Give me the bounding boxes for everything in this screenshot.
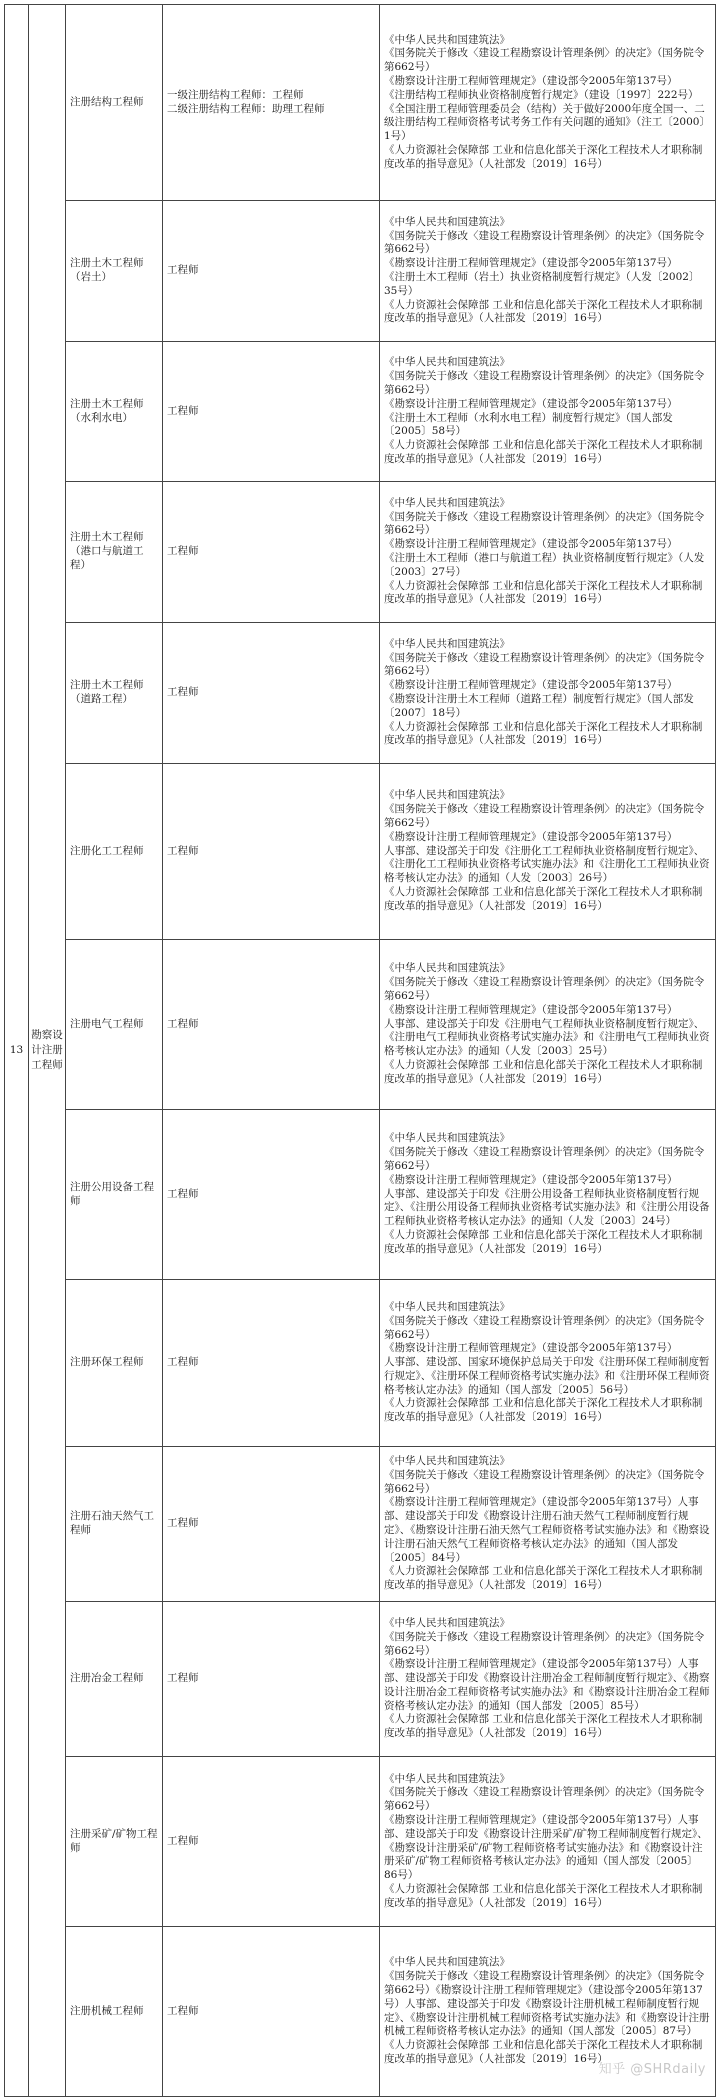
title-level-cell bbox=[163, 5, 380, 201]
title-level-line: 工程师 bbox=[167, 1672, 199, 1685]
legal-basis-item: 《人力资源社会保障部 工业和信息化部关于深化工程技术人才职称制度改革的指导意见》（人社部发〔2019〕16号） bbox=[384, 579, 703, 606]
legal-basis-item: 《注册土木工程师（岩土）执业资格制度暂行规定》（人发〔2002〕35号） bbox=[384, 271, 700, 297]
certificate-name-cell: 注册化工工程师 bbox=[66, 764, 163, 940]
title-level-cell bbox=[163, 482, 380, 623]
legal-basis-item: 《人力资源社会保障部 工业和信息化部关于深化工程技术人才职称制度改革的指导意见》（人社部发〔2019〕16号） bbox=[384, 1397, 703, 1424]
certificate-name-cell: 注册土木工程师（水利水电） bbox=[66, 342, 163, 482]
legal-basis-item: 《中华人民共和国建筑法》 bbox=[384, 1455, 510, 1468]
legal-basis-item: 《国务院关于修改〈建设工程勘察设计管理条例〉的决定》（国务院令第662号） bbox=[384, 651, 705, 678]
legal-basis-item: 《勘察设计注册工程师管理规定》（建设部令2005年第137号） bbox=[384, 74, 678, 87]
legal-basis-cell bbox=[380, 1602, 716, 1757]
legal-basis-item: 《中华人民共和国建筑法》 bbox=[384, 1300, 510, 1313]
legal-basis-item: 《勘察设计注册工程师管理规定》（建设部令2005年第137号） bbox=[384, 1003, 678, 1016]
table-row bbox=[5, 623, 716, 764]
legal-basis-item: 《国务院关于修改〈建设工程勘察设计管理条例〉的决定》（国务院令第662号）《勘察设计注册工程师管理规定》（建设部令2005年第137号）人事部、建设部关于印发《勘察设计注册机械工程师制度暂行规定》、《勘察设计注册机械工程师资格考试实施办法》和《勘察设计注册机械工程师资格考核认定办法》的通知（国人部发〔2005〕87号） bbox=[384, 1970, 710, 2038]
legal-basis-item: 《国务院关于修改〈建设工程勘察设计管理条例〉的决定》（国务院令第662号） bbox=[384, 1146, 705, 1172]
title-level-cell bbox=[163, 1447, 380, 1602]
legal-basis-item: 《勘察设计注册工程师管理规定》（建设部令2005年第137号）人事部、建设部关于印发《勘察设计注册石油天然气工程师制度暂行规定》、《勘察设计注册石油天然气工程师资格考试实施办法》和《勘察设计注册石油天然气工程师资格考核认定办法》的通知（国人部发〔2005〕84号） bbox=[384, 1496, 710, 1564]
legal-basis-cell bbox=[380, 1110, 716, 1280]
legal-basis-item: 《全国注册工程师管理委员会（结构）关于做好2000年度全国一、二级注册结构工程师资格考试考务工作有关问题的通知》（注工〔2000〕1号） bbox=[384, 102, 710, 143]
title-level-line: 工程师 bbox=[167, 264, 199, 277]
legal-basis-item: 《国务院关于修改〈建设工程勘察设计管理条例〉的决定》（国务院令第662号） bbox=[384, 229, 705, 256]
legal-basis-item: 《国务院关于修改〈建设工程勘察设计管理条例〉的决定》（国务院令第662号） bbox=[384, 1314, 705, 1341]
legal-basis-item: 《勘察设计注册工程师管理规定》（建设部令2005年第137号）人事部、建设部关于印发《勘察设计注册采矿/矿物工程师制度暂行规定》、《勘察设计注册采矿/矿物工程师资格考试实施办法》和《勘察设计注册采矿/矿物工程师资格考核认定办法》的通知（国人部发〔2005〕86号） bbox=[384, 1813, 708, 1882]
legal-basis-cell bbox=[380, 1757, 716, 1927]
legal-basis-item: 《勘察设计注册工程师管理规定》（建设部令2005年第137号）人事部、建设部关于印发《勘察设计注册冶金工程师制度暂行规定》、《勘察设计注册冶金工程师资格考试实施办法》和《勘察设计注册冶金工程师资格考核认定办法》的通知（国人部发〔2005〕85号） bbox=[384, 1658, 710, 1712]
title-level-line: 工程师 bbox=[167, 2004, 199, 2017]
legal-basis-item: 《人力资源社会保障部 工业和信息化部关于深化工程技术人才职称制度改革的指导意见》（人社部发〔2019〕16号） bbox=[384, 1713, 703, 1740]
legal-basis-cell bbox=[380, 623, 716, 764]
table-row bbox=[5, 342, 716, 482]
table-row bbox=[5, 1602, 716, 1757]
legal-basis-item: 《中华人民共和国建筑法》 bbox=[384, 1956, 510, 1969]
table-row bbox=[5, 482, 716, 623]
certificate-name-cell: 注册冶金工程师 bbox=[66, 1602, 163, 1757]
legal-basis-item: 《国务院关于修改〈建设工程勘察设计管理条例〉的决定》（国务院令第662号） bbox=[384, 1630, 705, 1657]
legal-basis-item: 《人力资源社会保障部 工业和信息化部关于深化工程技术人才职称制度改革的指导意见》（人社部发〔2019〕16号） bbox=[384, 720, 703, 747]
title-level-cell bbox=[163, 764, 380, 940]
certificate-name-cell: 注册土木工程师（岩土） bbox=[66, 201, 163, 342]
legal-basis-item: 《勘察设计注册工程师管理规定》（建设部令2005年第137号） bbox=[384, 1173, 678, 1186]
legal-basis-item: 《中华人民共和国建筑法》 bbox=[384, 637, 510, 650]
certificate-name-cell: 注册结构工程师 bbox=[66, 5, 163, 201]
title-level-cell bbox=[163, 623, 380, 764]
legal-basis-item: 《注册土木工程师（水利水电工程）制度暂行规定》（国人部发〔2005〕58号） bbox=[384, 411, 673, 438]
legal-basis-item: 《中华人民共和国建筑法》 bbox=[384, 1772, 510, 1785]
table-row bbox=[5, 201, 716, 342]
title-level-cell bbox=[163, 1927, 380, 2097]
legal-basis-item: 《人力资源社会保障部 工业和信息化部关于深化工程技术人才职称制度改革的指导意见》（人社部发〔2019〕16号） bbox=[384, 885, 703, 912]
table-row bbox=[5, 1447, 716, 1602]
legal-basis-item: 《勘察设计注册工程师管理规定》（建设部令2005年第137号） bbox=[384, 397, 678, 410]
legal-basis-item: 《中华人民共和国建筑法》 bbox=[384, 215, 510, 228]
legal-basis-item: 《中华人民共和国建筑法》 bbox=[384, 496, 510, 509]
title-level-cell bbox=[163, 940, 380, 1110]
certificate-name-cell: 注册公用设备工程师 bbox=[66, 1110, 163, 1280]
legal-basis-item: 《中华人民共和国建筑法》 bbox=[384, 789, 510, 802]
legal-basis-item: 《中华人民共和国建筑法》 bbox=[384, 356, 510, 369]
legal-basis-cell bbox=[380, 482, 716, 623]
legal-basis-item: 《国务院关于修改〈建设工程勘察设计管理条例〉的决定》（国务院令第662号） bbox=[384, 510, 705, 537]
title-level-cell bbox=[163, 1602, 380, 1757]
legal-basis-item: 《人力资源社会保障部 工业和信息化部关于深化工程技术人才职称制度改革的指导意见》（人社部发〔2019〕16号） bbox=[384, 1228, 703, 1255]
certificate-name-cell: 注册环保工程师 bbox=[66, 1280, 163, 1447]
certificate-name-cell: 注册采矿/矿物工程师 bbox=[66, 1757, 163, 1927]
certificate-name-cell: 注册土木工程师（港口与航道工程） bbox=[66, 482, 163, 623]
legal-basis-cell bbox=[380, 1280, 716, 1447]
legal-basis-item: 《人力资源社会保障部 工业和信息化部关于深化工程技术人才职称制度改革的指导意见》（人社部发〔2019〕16号） bbox=[384, 298, 703, 325]
legal-basis-item: 《勘察设计注册工程师管理规定》（建设部令2005年第137号） bbox=[384, 830, 678, 843]
qualification-table bbox=[4, 4, 716, 2097]
title-level-line: 一级注册结构工程师：工程师 bbox=[167, 88, 304, 101]
title-level-cell bbox=[163, 1110, 380, 1280]
legal-basis-cell bbox=[380, 342, 716, 482]
legal-basis-cell bbox=[380, 201, 716, 342]
table-body bbox=[5, 5, 716, 2097]
legal-basis-item: 人事部、建设部关于印发《注册电气工程师执业资格制度暂行规定》、《注册电气工程师执业资格考试实施办法》和《注册电气工程师执业资格考核认定办法》的通知（人发〔2003〕25号） bbox=[384, 1017, 710, 1058]
legal-basis-item: 人事部、建设部、国家环境保护总局关于印发《注册环保工程师制度暂行规定》、《注册环保工程师资格考试实施办法》和《注册环保工程师资格考核认定办法》的通知（国人部发〔2005〕56号） bbox=[384, 1356, 710, 1396]
row-number-cell: 13 bbox=[5, 5, 29, 2097]
legal-basis-item: 《国务院关于修改〈建设工程勘察设计管理条例〉的决定》（国务院令第662号） bbox=[384, 803, 705, 829]
legal-basis-cell bbox=[380, 1447, 716, 1602]
legal-basis-item: 《国务院关于修改〈建设工程勘察设计管理条例〉的决定》（国务院令第662号） bbox=[384, 1468, 705, 1495]
legal-basis-item: 《国务院关于修改〈建设工程勘察设计管理条例〉的决定》（国务院令第662号） bbox=[384, 47, 705, 74]
legal-basis-cell bbox=[380, 5, 716, 201]
legal-basis-item: 《国务院关于修改〈建设工程勘察设计管理条例〉的决定》（国务院令第662号） bbox=[384, 370, 705, 396]
title-level-line: 工程师 bbox=[167, 686, 199, 699]
legal-basis-cell bbox=[380, 764, 716, 940]
legal-basis-item: 《人力资源社会保障部 工业和信息化部关于深化工程技术人才职称制度改革的指导意见》（人社部发〔2019〕16号） bbox=[384, 1565, 703, 1592]
title-level-line: 工程师 bbox=[167, 1356, 199, 1369]
certificate-name-cell: 注册电气工程师 bbox=[66, 940, 163, 1110]
watermark: 知乎 @SHRdaily bbox=[598, 2062, 706, 2077]
legal-basis-item: 《人力资源社会保障部 工业和信息化部关于深化工程技术人才职称制度改革的指导意见》（人社部发〔2019〕16号） bbox=[384, 439, 703, 465]
legal-basis-item: 人事部、建设部关于印发《注册公用设备工程师执业资格制度暂行规定》、《注册公用设备工程师执业资格考试实施办法》和《注册公用设备工程师执业资格考核认定办法》的通知（人发〔2003〕24号） bbox=[384, 1187, 710, 1228]
legal-basis-item: 《注册结构工程师执业资格制度暂行规定》（建设〔1997〕222号） bbox=[384, 88, 699, 101]
legal-basis-item: 《勘察设计注册工程师管理规定》（建设部令2005年第137号） bbox=[384, 1342, 678, 1355]
table-row bbox=[5, 1280, 716, 1447]
legal-basis-item: 《勘察设计注册土木工程师（道路工程）制度暂行规定》（国人部发〔2007〕18号） bbox=[384, 693, 694, 719]
title-level-line: 工程师 bbox=[167, 844, 199, 857]
title-level-line: 二级注册结构工程师：助理工程师 bbox=[167, 102, 325, 115]
table-row bbox=[5, 940, 716, 1110]
table-row bbox=[5, 1757, 716, 1927]
legal-basis-item: 《勘察设计注册工程师管理规定》（建设部令2005年第137号） bbox=[384, 257, 678, 270]
certificate-name-cell: 注册机械工程师 bbox=[66, 1927, 163, 2097]
legal-basis-item: 《人力资源社会保障部 工业和信息化部关于深化工程技术人才职称制度改革的指导意见》（人社部发〔2019〕16号） bbox=[384, 143, 703, 170]
category-cell: 勘察设计注册工程师 bbox=[29, 5, 66, 2097]
legal-basis-item: 《人力资源社会保障部 工业和信息化部关于深化工程技术人才职称制度改革的指导意见》（人社部发〔2019〕16号） bbox=[384, 1882, 703, 1909]
title-level-cell bbox=[163, 1757, 380, 1927]
legal-basis-item: 《中华人民共和国建筑法》 bbox=[384, 962, 510, 975]
legal-basis-item: 《人力资源社会保障部 工业和信息化部关于深化工程技术人才职称制度改革的指导意见》（人社部发〔2019〕16号） bbox=[384, 1058, 703, 1085]
certificate-name-cell: 注册石油天然气工程师 bbox=[66, 1447, 163, 1602]
legal-basis-item: 《国务院关于修改〈建设工程勘察设计管理条例〉的决定》（国务院令第662号） bbox=[384, 1786, 705, 1813]
legal-basis-item: 《中华人民共和国建筑法》 bbox=[384, 33, 510, 46]
certificate-name-cell: 注册土木工程师（道路工程） bbox=[66, 623, 163, 764]
table-row bbox=[5, 1110, 716, 1280]
legal-basis-item: 《中华人民共和国建筑法》 bbox=[384, 1616, 510, 1629]
title-level-line: 工程师 bbox=[167, 404, 199, 417]
legal-basis-item: 《注册土木工程师（港口与航道工程）执业资格制度暂行规定》（人发〔2003〕27号） bbox=[384, 552, 705, 578]
legal-basis-item: 人事部、建设部关于印发《注册化工工程师执业资格制度暂行规定》、《注册化工工程师执业资格考试实施办法》和《注册化工工程师执业资格考核认定办法》的通知（人发〔2003〕26号） bbox=[384, 844, 710, 885]
title-level-line: 工程师 bbox=[167, 1834, 199, 1847]
table-row bbox=[5, 5, 716, 201]
title-level-cell bbox=[163, 1280, 380, 1447]
table-row bbox=[5, 764, 716, 940]
title-level-cell bbox=[163, 342, 380, 482]
title-level-line: 工程师 bbox=[167, 545, 199, 558]
legal-basis-item: 《人力资源社会保障部 工业和信息化部关于深化工程技术人才职称制度改革的指导意见》（人社部发〔2019〕16号） bbox=[384, 2039, 703, 2065]
title-level-line: 工程师 bbox=[167, 1517, 199, 1530]
title-level-line: 工程师 bbox=[167, 1187, 199, 1200]
legal-basis-item: 《勘察设计注册工程师管理规定》（建设部令2005年第137号） bbox=[384, 538, 678, 551]
title-level-cell bbox=[163, 201, 380, 342]
legal-basis-item: 《国务院关于修改〈建设工程勘察设计管理条例〉的决定》（国务院令第662号） bbox=[384, 976, 705, 1002]
legal-basis-item: 《勘察设计注册工程师管理规定》（建设部令2005年第137号） bbox=[384, 679, 678, 692]
legal-basis-item: 《中华人民共和国建筑法》 bbox=[384, 1132, 510, 1145]
legal-basis-cell bbox=[380, 940, 716, 1110]
title-level-line: 工程师 bbox=[167, 1017, 199, 1030]
